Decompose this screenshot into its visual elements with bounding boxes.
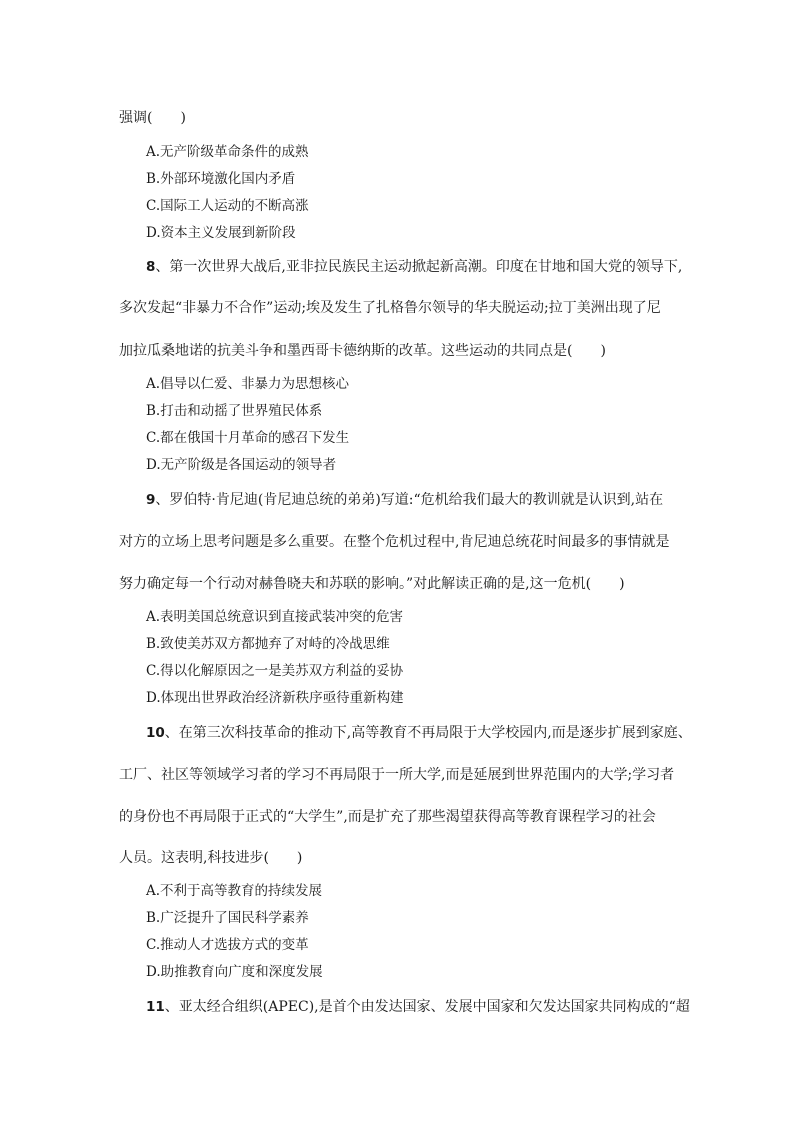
question-10-option-d: D.助推教育向广度和深度发展: [146, 964, 323, 980]
question-7-option-c: C.国际工人运动的不断高涨: [146, 198, 309, 214]
question-9-option-c: C.得以化解原因之一是美苏双方利益的妥协: [146, 663, 404, 679]
question-9-line-3: 努力确定每一个行动对赫鲁晓夫和苏联的影响。”对此解读正确的是,这一危机( ): [119, 576, 625, 592]
question-text: 罗伯特·肯尼迪(肯尼迪总统的弟弟)写道:“危机给我们最大的教训就是认识到,站在: [169, 492, 664, 508]
question-7-stem-end: 强调( ): [119, 110, 186, 126]
question-number: 9: [146, 492, 156, 508]
question-8-option-b: B.打击和动摇了世界殖民体系: [146, 403, 323, 419]
question-8-line-2: 多次发起“非暴力不合作”运动;埃及发生了扎格鲁尔领导的华夫脱运动;拉丁美洲出现了尼: [119, 300, 661, 316]
question-7-option-d: D.资本主义发展到新阶段: [146, 225, 296, 241]
question-number: 8: [146, 259, 156, 275]
question-10-option-b: B.广泛提升了国民科学素养: [146, 910, 309, 926]
question-7-option-b: B.外部环境激化国内矛盾: [146, 171, 296, 187]
question-number-separator: 、: [155, 259, 170, 275]
question-7-option-a: A.无产阶级革命条件的成熟: [146, 144, 309, 160]
question-8-option-a: A.倡导以仁爱、非暴力为思想核心: [146, 376, 350, 392]
question-8-option-d: D.无产阶级是各国运动的领导者: [146, 457, 337, 473]
question-text: 第一次世界大战后,亚非拉民族民主运动掀起新高潮。印度在甘地和国大党的领导下,: [169, 259, 683, 275]
question-10-line-1: [146, 723, 706, 743]
question-number-separator: 、: [164, 999, 179, 1015]
question-10-option-c: C.推动人才选拔方式的变革: [146, 937, 309, 953]
question-9-line-1: [146, 490, 706, 510]
question-8-line-1: [146, 257, 706, 277]
question-number: 11: [146, 999, 165, 1015]
question-11-line-1: [146, 997, 706, 1017]
question-9-line-2: 对方的立场上思考问题是多么重要。在整个危机过程中,肯尼迪总统花时间最多的事情就是: [119, 534, 670, 550]
question-number-separator: 、: [164, 725, 179, 741]
question-9-option-b: B.致使美苏双方都抛弃了对峙的冷战思维: [146, 636, 390, 652]
question-text: 在第三次科技革命的推动下,高等教育不再局限于大学校园内,而是逐步扩展到家庭、: [178, 725, 692, 741]
question-8-line-3: 加拉瓜桑地诺的抗美斗争和墨西哥卡德纳斯的改革。这些运动的共同点是( ): [119, 343, 606, 359]
question-8-option-c: C.都在俄国十月革命的感召下发生: [146, 430, 350, 446]
question-10-line-2: 工厂、社区等领域学习者的学习不再局限于一所大学,而是延展到世界范围内的大学;学习者: [119, 767, 675, 783]
question-10-line-4: 人员。这表明,科技进步( ): [119, 850, 303, 866]
question-number: 10: [146, 725, 165, 741]
question-text: 亚太经合组织(APEC),是首个由发达国家、发展中国家和欠发达国家共同构成的“超: [178, 999, 690, 1015]
question-9-option-d: D.体现出世界政治经济新秩序亟待重新构建: [146, 690, 404, 706]
question-10-option-a: A.不利于高等教育的持续发展: [146, 883, 323, 899]
question-number-separator: 、: [155, 492, 170, 508]
question-9-option-a: A.表明美国总统意识到直接武装冲突的危害: [146, 609, 404, 625]
question-10-line-3: 的身份也不再局限于正式的“大学生”,而是扩充了那些渴望获得高等教育课程学习的社会: [119, 809, 656, 825]
